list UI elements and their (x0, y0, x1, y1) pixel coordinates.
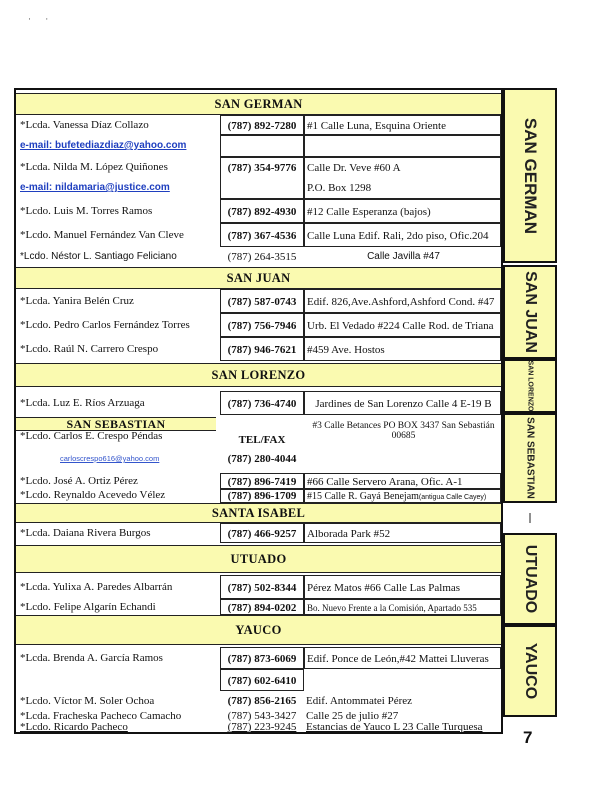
attorney-phone: (787) 736-4740 (220, 391, 304, 415)
attorney-address: Jardines de San Lorenzo Calle 4 E-19 B (304, 391, 501, 415)
email-link[interactable]: carloscrespo616@yahoo.com (60, 454, 160, 463)
attorney-phone: (787) 756-7946 (220, 313, 304, 337)
attorney-name: *Lcda. Luz E. Ríos Arzuaga (20, 397, 145, 409)
attorney-name: *Lcdo. Néstor L. Santiago Feliciano (20, 251, 177, 262)
table-row (16, 289, 501, 313)
attorney-name: *Lcdo. Carlos E. Crespo Péndas (20, 430, 163, 442)
attorney-phone: (787) 543-3427 (227, 710, 297, 722)
table-row (16, 199, 501, 223)
attorney-phone: (787) 602-6410 (220, 669, 304, 691)
table-row (16, 247, 501, 267)
attorney-name: *Lcdo. Manuel Fernández Van Cleve (20, 229, 184, 241)
sidebar-label: SAN LORENZO (526, 360, 534, 412)
sidebar-label: SAN GERMAN (521, 117, 540, 234)
attorney-phone: (787) 873-6069 (220, 647, 304, 669)
attorney-phone: (787) 502-8344 (220, 575, 304, 599)
table-row (16, 391, 501, 415)
section-header-utuado: UTUADO (16, 545, 501, 573)
attorney-address: #459 Ave. Hostos (304, 337, 501, 361)
attorney-phone: (787) 894-0202 (220, 599, 304, 615)
attorney-address: Calle Dr. Veve #60 A (304, 157, 501, 177)
attorney-phone: (787) 466-9257 (220, 523, 304, 543)
attorney-address (304, 489, 501, 503)
sidebar-tab-santa-isabel (503, 503, 557, 533)
attorney-address: Edif. Ponce de León,#42 Mattei Lluveras (304, 647, 501, 669)
table-row (16, 449, 501, 469)
table-row (16, 721, 501, 734)
attorney-address: #3 Calle Betances PO BOX 3437 San Sebastián 00685 (312, 421, 495, 441)
section-header-santa-isabel: SANTA ISABEL (16, 503, 501, 523)
sidebar-label: SAN SEBASTIAN (524, 417, 536, 499)
attorney-name: *Lcdo. Raúl N. Carrero Crespo (20, 343, 159, 355)
attorney-phone: (787) 264-3515 (227, 251, 297, 263)
attorney-name: *Lcda. Brenda A. García Ramos (20, 652, 163, 664)
attorney-name: *Lcdo. Felipe Algarín Echandi (20, 601, 156, 613)
scan-specks: · · (28, 14, 55, 24)
table-row (16, 669, 501, 691)
table-row (16, 647, 501, 669)
attorney-name: *Lcda. Yanira Belén Cruz (20, 295, 134, 307)
table-row (16, 223, 501, 247)
attorney-phone: (787) 354-9776 (220, 157, 304, 177)
email-link[interactable]: e-mail: nildamaria@justice.com (20, 182, 170, 193)
attorney-address: Urb. El Vedado #224 Calle Rod. de Triana (304, 313, 501, 337)
table-row (16, 337, 501, 361)
sidebar-label: UTUADO (522, 544, 539, 614)
attorney-phone: (787) 587-0743 (220, 289, 304, 313)
attorney-phone: (787) 367-4536 (220, 223, 304, 247)
table-row (16, 575, 501, 599)
table-row (16, 313, 501, 337)
address-note: (antigua Calle Cayey) (418, 494, 487, 501)
attorney-name: *Lcdo. Ricardo Pacheco (20, 721, 128, 733)
directory-table (14, 88, 503, 734)
section-header-san-lorenzo: SAN LORENZO (16, 363, 501, 387)
sidebar-label: YAUCO (522, 642, 539, 700)
attorney-phone: (787) 892-4930 (220, 199, 304, 223)
attorney-address: Estancias de Yauco L 23 Calle Turquesa (306, 721, 483, 733)
sidebar-tab-utuado (503, 533, 557, 625)
attorney-name: *Lcda. Yulixa A. Paredes Albarrán (20, 581, 173, 593)
sidebar-tab-san-sebastian (503, 413, 557, 503)
attorney-address: Bo. Nuevo Frente a la Comisión, Apartado 535 (304, 599, 501, 615)
attorney-address: #66 Calle Servero Arana, Ofic. A-1 (304, 473, 501, 489)
sidebar-label: — (524, 513, 536, 523)
section-header-san-juan: SAN JUAN (16, 267, 501, 289)
sidebar-tab-yauco (503, 625, 557, 717)
attorney-address: Pérez Matos #66 Calle Las Palmas (304, 575, 501, 599)
attorney-address: P.O. Box 1298 (304, 177, 501, 199)
attorney-name: *Lcdo. Reynaldo Acevedo Vélez (20, 489, 166, 501)
attorney-address: Alborada Park #52 (304, 523, 501, 543)
attorney-phone: (787) 946-7621 (220, 337, 304, 361)
attorney-name: *Lcda. Vanessa Díaz Collazo (20, 119, 149, 131)
attorney-name: *Lcdo. Pedro Carlos Fernández Torres (20, 319, 190, 331)
attorney-name: *Lcda. Daiana Rivera Burgos (20, 527, 151, 539)
table-row (16, 177, 501, 199)
attorney-address: Calle Luna Edif. Rali, 2do piso, Ofic.204 (304, 223, 501, 247)
attorney-phone: (787) 280-4044 (227, 453, 297, 465)
table-row (16, 115, 501, 135)
table-row (16, 157, 501, 177)
sidebar-tab-san-juan (503, 265, 557, 359)
attorney-name: *Lcdo. Luis M. Torres Ramos (20, 205, 153, 217)
table-row (16, 473, 501, 489)
attorney-address: #1 Calle Luna, Esquina Oriente (304, 115, 501, 135)
email-link[interactable]: e-mail: bufetediazdiaz@yahoo.com (20, 140, 187, 151)
attorney-address: #12 Calle Esperanza (bajos) (304, 199, 501, 223)
section-header-san-sebastian: SAN SEBASTIAN (16, 417, 216, 431)
attorney-address: Calle Javilla #47 (367, 251, 440, 262)
sidebar-label: SAN JUAN (522, 271, 539, 353)
attorney-address: Edif. 826,Ave.Ashford,Ashford Cond. #47 (304, 289, 501, 313)
attorney-address: Calle 25 de julio #27 (306, 710, 399, 722)
attorney-phone: (787) 896-1709 (220, 489, 304, 503)
attorney-phone: (787) 856-2165 (227, 695, 297, 707)
attorney-name: *Lcdo. José A. Ortiz Pérez (20, 475, 138, 487)
attorney-name: *Lcda. Fracheska Pacheco Camacho (20, 710, 182, 722)
phone-cell-empty (220, 177, 304, 199)
table-row (16, 489, 501, 503)
attorney-phone: (787) 892-7280 (220, 115, 304, 135)
section-header-san-german: SAN GERMAN (16, 93, 501, 115)
sidebar-tab-san-german (503, 88, 557, 263)
attorney-phone: (787) 223-9245 (227, 721, 297, 733)
tel-fax-label: TEL/FAX (238, 434, 286, 446)
table-row (16, 523, 501, 543)
phone-cell-empty (220, 135, 304, 157)
attorney-name: *Lcdo. Víctor M. Soler Ochoa (20, 695, 155, 707)
sidebar-tab-san-lorenzo (503, 359, 557, 413)
page-number: 7 (523, 728, 533, 747)
table-row (16, 135, 501, 157)
address-cell-empty (304, 135, 501, 157)
section-header-yauco: YAUCO (16, 615, 501, 645)
attorney-name: *Lcda. Nilda M. López Quiñones (20, 161, 168, 173)
table-row (16, 693, 501, 709)
address-text: #15 Calle R. Gayá Benejam (307, 491, 419, 502)
table-row (16, 599, 501, 615)
attorney-phone: (787) 896-7419 (220, 473, 304, 489)
attorney-address: Edif. Antommatei Pérez (306, 695, 412, 707)
